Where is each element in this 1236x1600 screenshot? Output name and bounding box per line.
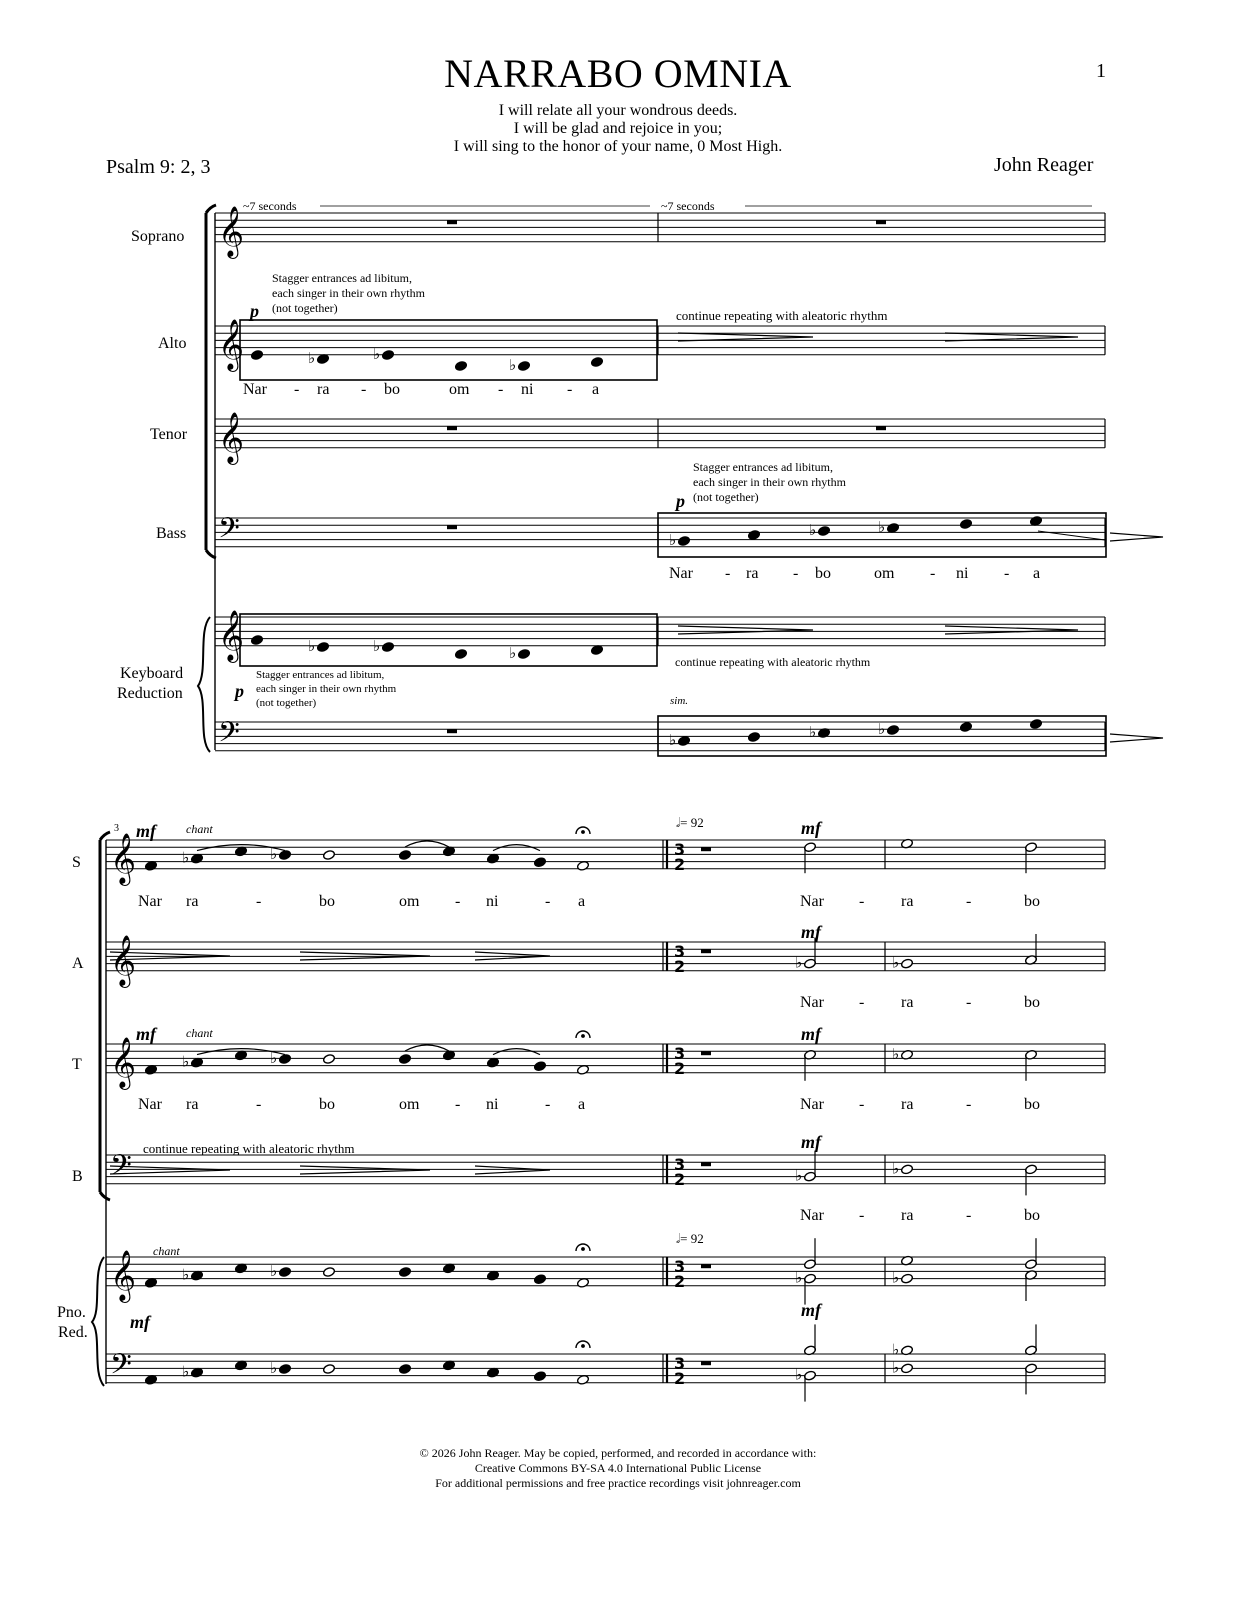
treble-clef-icon: 𝄞 bbox=[218, 319, 245, 370]
lyric: - bbox=[455, 893, 461, 910]
sim-marking: sim. bbox=[670, 695, 689, 707]
dynamic-p: p bbox=[250, 301, 259, 321]
flat-accidental: ♭ bbox=[878, 520, 886, 536]
label-a: A bbox=[72, 955, 84, 972]
keyboard-brace bbox=[92, 1257, 104, 1386]
time-signature: 3 bbox=[674, 1155, 686, 1174]
fermata-dot bbox=[582, 1248, 585, 1251]
continue-instruction: continue repeating with aleatoric rhythm bbox=[675, 655, 871, 669]
notehead bbox=[382, 350, 395, 361]
notehead bbox=[901, 1273, 914, 1284]
lyric: ra bbox=[186, 893, 199, 910]
lyric: - bbox=[725, 565, 731, 582]
dynamic-mf: mf bbox=[130, 1312, 150, 1332]
lyric: - bbox=[966, 1096, 972, 1113]
decrescendo-hairpin bbox=[945, 333, 1078, 341]
flat-accidental: ♭ bbox=[308, 639, 316, 655]
keyboard-brace bbox=[198, 617, 210, 752]
lyric: - bbox=[256, 893, 262, 910]
dynamic-mf: mf bbox=[801, 1300, 821, 1320]
instruction-line: (not together) bbox=[693, 490, 759, 504]
flat-accidental: ♭ bbox=[270, 1051, 278, 1067]
flat-accidental: ♭ bbox=[182, 1267, 190, 1284]
instruction-line: each singer in their own rhythm bbox=[272, 286, 425, 300]
lyric: - bbox=[361, 381, 367, 398]
flat-accidental: ♭ bbox=[892, 955, 900, 972]
flat-accidental: ♭ bbox=[270, 1361, 278, 1377]
label-b: B bbox=[72, 1168, 83, 1185]
notehead bbox=[279, 1267, 292, 1278]
half-note-icon: 𝅗𝅥 bbox=[676, 1231, 681, 1246]
label-alto: Alto bbox=[158, 335, 187, 352]
footer-line: For additional permissions and free practice recordings visit johnreager.com bbox=[435, 1476, 801, 1490]
lyric: a bbox=[578, 893, 586, 910]
decrescendo-hairpin bbox=[678, 333, 813, 341]
lyric: - bbox=[966, 893, 972, 910]
label-pno: Pno. bbox=[57, 1304, 86, 1321]
notehead bbox=[399, 1364, 412, 1375]
time-signature: 2 bbox=[674, 1059, 686, 1078]
notehead bbox=[901, 1164, 914, 1175]
time-signature: 3 bbox=[674, 1044, 686, 1063]
whole-rest bbox=[701, 1051, 711, 1055]
lyric: ni bbox=[486, 893, 499, 910]
notehead bbox=[399, 1267, 412, 1278]
whole-rest bbox=[447, 426, 457, 430]
lyric: Nar bbox=[138, 893, 162, 910]
treble-clef-icon: 𝄞 bbox=[110, 833, 137, 884]
notehead bbox=[887, 523, 900, 534]
notehead bbox=[748, 530, 761, 541]
flat-accidental: ♭ bbox=[182, 1364, 190, 1381]
aleatoric-box bbox=[240, 320, 657, 380]
notehead bbox=[279, 850, 292, 861]
whole-rest bbox=[876, 426, 886, 430]
slur bbox=[405, 1045, 449, 1051]
text-source: Psalm 9: 2, 3 bbox=[106, 156, 211, 178]
fermata-dot bbox=[582, 1345, 585, 1348]
instruction-line: Stagger entrances ad libitum, bbox=[256, 669, 385, 681]
dynamic-mf: mf bbox=[801, 922, 821, 942]
flat-accidental: ♭ bbox=[308, 351, 316, 367]
bass-clef-icon: 𝄢 bbox=[110, 1149, 132, 1189]
decrescendo-hairpin bbox=[678, 626, 813, 634]
notehead bbox=[534, 1061, 547, 1072]
lyric: - bbox=[859, 1096, 865, 1113]
notehead bbox=[317, 642, 330, 653]
lyric: bo bbox=[1024, 1096, 1040, 1113]
lyric: om bbox=[449, 381, 470, 398]
lyric: ni bbox=[486, 1096, 499, 1113]
flat-accidental: ♭ bbox=[892, 1342, 900, 1359]
instruction-line: Stagger entrances ad libitum, bbox=[272, 271, 412, 285]
flat-accidental: ♭ bbox=[795, 1270, 803, 1287]
lyric: - bbox=[1004, 565, 1010, 582]
lyric: bo bbox=[1024, 994, 1040, 1011]
lyric: ra bbox=[901, 1096, 914, 1113]
psalm-line: I will be glad and rejoice in you; bbox=[513, 120, 723, 137]
dynamic-mf: mf bbox=[801, 1132, 821, 1152]
lyric: Nar bbox=[800, 1096, 824, 1113]
notehead bbox=[748, 732, 761, 743]
dynamic-p: p bbox=[676, 491, 685, 511]
lyric: - bbox=[793, 565, 799, 582]
flat-accidental: ♭ bbox=[509, 358, 517, 374]
label-t: T bbox=[72, 1056, 82, 1073]
copyright-footer bbox=[0, 1446, 1236, 1491]
notehead bbox=[279, 1054, 292, 1065]
time-signature: 2 bbox=[674, 1170, 686, 1189]
notehead bbox=[534, 1274, 547, 1285]
fermata-dot bbox=[582, 1035, 585, 1038]
lyric: a bbox=[578, 1096, 586, 1113]
bass-clef-icon: 𝄢 bbox=[218, 716, 240, 756]
time-signature: 2 bbox=[674, 855, 686, 874]
half-note-icon: 𝅗𝅥 bbox=[676, 815, 681, 830]
notehead bbox=[534, 857, 547, 868]
lyric: Nar bbox=[138, 1096, 162, 1113]
decrescendo-hairpins bbox=[110, 333, 1163, 1174]
whole-rest bbox=[701, 949, 711, 953]
notehead bbox=[591, 357, 604, 368]
flat-accidental: ♭ bbox=[809, 523, 817, 539]
lyric: om bbox=[399, 1096, 420, 1113]
lyric: ra bbox=[317, 381, 330, 398]
label-keyboard: Keyboard bbox=[120, 665, 184, 682]
notehead bbox=[279, 1364, 292, 1375]
composer-name: John Reager bbox=[994, 154, 1094, 176]
time-signature: 3 bbox=[674, 840, 686, 859]
lyric: ra bbox=[186, 1096, 199, 1113]
slur bbox=[405, 841, 449, 847]
notehead bbox=[960, 519, 973, 530]
flat-accidental: ♭ bbox=[270, 1264, 278, 1280]
dynamic-mf: mf bbox=[801, 818, 821, 838]
flat-accidental: ♭ bbox=[182, 850, 190, 867]
notehead bbox=[323, 1054, 336, 1065]
lyric: ra bbox=[901, 994, 914, 1011]
lyric: bo bbox=[1024, 893, 1040, 910]
lyric: - bbox=[966, 994, 972, 1011]
label-tenor: Tenor bbox=[150, 426, 188, 443]
notehead bbox=[518, 649, 531, 660]
lyric: bo bbox=[319, 893, 335, 910]
psalm-line: I will relate all your wondrous deeds. bbox=[498, 102, 738, 119]
lyric: bo bbox=[1024, 1207, 1040, 1224]
lyric: - bbox=[498, 381, 504, 398]
dynamic-p: p bbox=[235, 681, 244, 701]
lyric: bo bbox=[815, 565, 831, 582]
whole-rest bbox=[447, 220, 457, 224]
treble-clef-icon: 𝄞 bbox=[110, 935, 137, 986]
lyric: Nar bbox=[669, 565, 693, 582]
footer-line: © 2026 John Reager. May be copied, performed, and recorded in accordance with: bbox=[419, 1446, 817, 1460]
flat-accidental: ♭ bbox=[373, 347, 381, 363]
notehead bbox=[901, 1363, 914, 1374]
flat-accidental: ♭ bbox=[809, 725, 817, 741]
whole-rest bbox=[701, 1264, 711, 1268]
label-bass: Bass bbox=[156, 525, 187, 542]
notehead bbox=[678, 536, 691, 547]
dynamic-mf: mf bbox=[136, 1024, 156, 1044]
instruction-line: each singer in their own rhythm bbox=[256, 683, 397, 695]
chant-marking: chant bbox=[186, 822, 213, 836]
lyric: - bbox=[256, 1096, 262, 1113]
notehead bbox=[323, 850, 336, 861]
instruction-line: (not together) bbox=[256, 697, 317, 709]
measure-number: 3 bbox=[114, 823, 119, 834]
continue-instruction: continue repeating with aleatoric rhythm bbox=[143, 1141, 355, 1156]
whole-rest bbox=[701, 1361, 711, 1365]
label-reduction: Reduction bbox=[117, 685, 183, 702]
time-signature: 3 bbox=[674, 1257, 686, 1276]
instruction-line: Stagger entrances ad libitum, bbox=[693, 460, 833, 474]
decrescendo-hairpin bbox=[300, 1166, 430, 1174]
lyric: a bbox=[592, 381, 600, 398]
tempo-marking bbox=[676, 1231, 704, 1247]
notehead bbox=[818, 526, 831, 537]
flat-accidental: ♭ bbox=[509, 646, 517, 662]
flat-accidental: ♭ bbox=[270, 847, 278, 863]
notehead bbox=[251, 635, 264, 646]
lyric: ra bbox=[901, 1207, 914, 1224]
notehead bbox=[323, 1364, 336, 1375]
treble-clef-icon: 𝄞 bbox=[110, 1037, 137, 1088]
flat-accidental: ♭ bbox=[892, 1270, 900, 1287]
tempo-value: = 92 bbox=[680, 815, 704, 830]
page-title: NARRABO OMNIA bbox=[444, 51, 792, 96]
lyric: - bbox=[859, 994, 865, 1011]
flat-accidental: ♭ bbox=[669, 533, 677, 549]
duration-marking: ~7 seconds bbox=[243, 199, 297, 213]
notehead bbox=[455, 361, 468, 372]
notehead bbox=[1030, 719, 1043, 730]
lyric: Nar bbox=[800, 893, 824, 910]
choir-bracket bbox=[100, 832, 110, 1200]
notehead bbox=[399, 1054, 412, 1065]
instruction-line: (not together) bbox=[272, 301, 338, 315]
dynamic-mf: mf bbox=[136, 821, 156, 841]
whole-rest bbox=[701, 847, 711, 851]
lyric: - bbox=[859, 1207, 865, 1224]
kbd-instruction bbox=[256, 668, 396, 710]
notehead bbox=[399, 850, 412, 861]
lyric: om bbox=[874, 565, 895, 582]
alto-instruction bbox=[272, 271, 425, 316]
lyric: bo bbox=[384, 381, 400, 398]
footer-line: Creative Commons BY-SA 4.0 International Public License bbox=[474, 1461, 762, 1475]
lyric: - bbox=[455, 1096, 461, 1113]
whole-rest bbox=[876, 220, 886, 224]
lyric: ra bbox=[901, 893, 914, 910]
bass-clef-icon: 𝄢 bbox=[218, 512, 240, 552]
lyric: Nar bbox=[243, 381, 267, 398]
time-signature: 2 bbox=[674, 957, 686, 976]
flat-accidental: ♭ bbox=[669, 733, 677, 749]
lyric: - bbox=[859, 893, 865, 910]
notehead bbox=[887, 725, 900, 736]
flat-accidental: ♭ bbox=[373, 639, 381, 655]
lyric: - bbox=[966, 1207, 972, 1224]
tempo-marking bbox=[676, 815, 704, 831]
notehead bbox=[251, 350, 264, 361]
notehead bbox=[455, 649, 468, 660]
flat-accidental: ♭ bbox=[878, 722, 886, 738]
lyric: - bbox=[545, 893, 551, 910]
flat-accidental: ♭ bbox=[182, 1054, 190, 1071]
whole-rest bbox=[447, 525, 457, 529]
time-signature: 2 bbox=[674, 1369, 686, 1388]
label-s: S bbox=[72, 854, 81, 871]
dynamic-mf: mf bbox=[801, 1024, 821, 1044]
whole-rest bbox=[447, 729, 457, 733]
label-soprano: Soprano bbox=[131, 228, 185, 245]
treble-clef-icon: 𝄞 bbox=[218, 610, 245, 661]
time-signature: 2 bbox=[674, 1272, 686, 1291]
decrescendo-hairpin bbox=[475, 1166, 550, 1174]
bass-instruction bbox=[693, 460, 846, 505]
lyric: om bbox=[399, 893, 420, 910]
label-red: Red. bbox=[58, 1324, 88, 1341]
decrescendo-hairpin bbox=[1110, 734, 1163, 742]
notehead bbox=[678, 736, 691, 747]
treble-clef-icon: 𝄞 bbox=[110, 1250, 137, 1301]
lyric: ni bbox=[956, 565, 969, 582]
flat-accidental: ♭ bbox=[892, 1046, 900, 1063]
lyric: - bbox=[567, 381, 573, 398]
chant-marking: chant bbox=[153, 1244, 180, 1258]
notehead bbox=[960, 722, 973, 733]
bass-clef-icon: 𝄢 bbox=[110, 1348, 132, 1388]
instruction-line: each singer in their own rhythm bbox=[693, 475, 846, 489]
flat-accidental: ♭ bbox=[795, 1168, 803, 1185]
treble-clef-icon: 𝄞 bbox=[218, 412, 245, 463]
fermata-dot bbox=[582, 831, 585, 834]
psalm-line: I will sing to the honor of your name, 0 Most High. bbox=[453, 138, 783, 155]
lyric: - bbox=[545, 1096, 551, 1113]
flat-accidental: ♭ bbox=[795, 955, 803, 972]
chant-marking: chant bbox=[186, 1026, 213, 1040]
notehead bbox=[534, 1371, 547, 1382]
lyric: Nar bbox=[800, 994, 824, 1011]
duration-marking: ~7 seconds bbox=[661, 199, 715, 213]
treble-clef-icon: 𝄞 bbox=[218, 206, 245, 257]
lyric: a bbox=[1033, 565, 1041, 582]
page-number: 1 bbox=[1096, 60, 1106, 82]
tempo-value: = 92 bbox=[680, 1231, 704, 1246]
lyric: - bbox=[294, 381, 300, 398]
whole-rest bbox=[701, 1162, 711, 1166]
braces-brackets bbox=[92, 205, 216, 1386]
notehead bbox=[323, 1267, 336, 1278]
notehead bbox=[382, 642, 395, 653]
flat-accidental: ♭ bbox=[795, 1367, 803, 1384]
lyric: bo bbox=[319, 1096, 335, 1113]
continue-instruction: continue repeating with aleatoric rhythm bbox=[676, 308, 888, 323]
lyric: - bbox=[930, 565, 936, 582]
decrescendo-hairpin bbox=[945, 626, 1078, 634]
flat-accidental: ♭ bbox=[892, 1161, 900, 1178]
lyric: ra bbox=[746, 565, 759, 582]
lyric: Nar bbox=[800, 1207, 824, 1224]
time-signature: 3 bbox=[674, 942, 686, 961]
aleatoric-box bbox=[240, 614, 657, 666]
notehead bbox=[518, 361, 531, 372]
flat-accidental: ♭ bbox=[892, 1360, 900, 1377]
notehead bbox=[901, 958, 914, 969]
time-signature: 3 bbox=[674, 1354, 686, 1373]
lyric: ni bbox=[521, 381, 534, 398]
decrescendo-hairpin bbox=[1110, 533, 1163, 541]
